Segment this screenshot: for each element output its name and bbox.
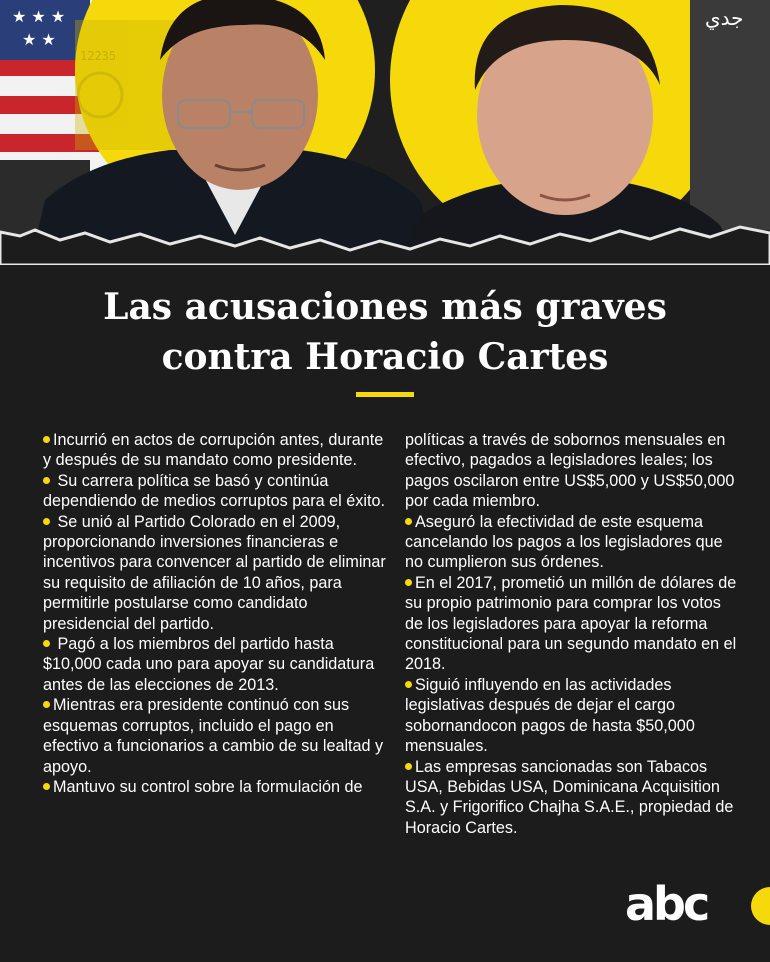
bullet-dot-icon bbox=[43, 701, 50, 708]
bullet-item: Aseguró la efectividad de este esquema cancelando los pagos a los legisladores que no cumplieron sus órdenes. bbox=[405, 512, 723, 572]
bullet-continuation: políticas a través de sobornos mensuales en efectivo, pagados a legisladores leales; los pagos oscilaron entre US$5,000 y US$50,000 por cada miembro. bbox=[405, 431, 735, 511]
logo-dot-icon bbox=[751, 887, 770, 925]
bullet-dot-icon bbox=[405, 681, 412, 688]
bullet-dot-icon bbox=[43, 640, 50, 647]
bullet-item: Mientras era presidente continuó con sus esquemas corruptos, incluido el pago en efectivo a funcionarios a cambio de su lealtad y apoyo. bbox=[43, 696, 384, 776]
bullet-item: Siguió influyendo en las actividades legislativas después de dejar el cargo sobornandocon pagos de hasta $50,000 mensuales. bbox=[405, 675, 695, 756]
headline bbox=[0, 282, 770, 382]
headline-line-2: contra Horacio Cartes bbox=[161, 336, 609, 378]
left-column bbox=[43, 430, 388, 797]
abc-logo bbox=[625, 877, 770, 931]
bullet-dot-icon bbox=[43, 477, 50, 484]
flag-digits: 12235 bbox=[80, 49, 117, 63]
bullet-item: Su carrera política se basó y continúa dependiendo de medios corruptos para el éxito. bbox=[43, 471, 385, 511]
bullet-dot-icon bbox=[405, 763, 412, 770]
title-underline bbox=[356, 392, 414, 397]
bullet-dot-icon bbox=[43, 436, 50, 443]
bullet-dot-icon bbox=[43, 518, 50, 525]
bullet-dot-icon bbox=[43, 783, 50, 790]
headline-line-1: Las acusaciones más graves bbox=[103, 286, 667, 328]
header-photo bbox=[0, 0, 770, 265]
bullet-item: Las empresas sancionadas son Tabacos USA, Bebidas USA, Dominicana Acquisition S.A. y Frigorifico Chajha S.A.E., propiedad de Horacio Cartes. bbox=[405, 757, 734, 837]
bullet-item: En el 2017, prometió un millón de dólares de su propio patrimonio para comprar los votos de los legisladores para apoyar la reforma constitucional para un segundo mandato en el 2018. bbox=[405, 573, 737, 674]
bullet-item: Incurrió en actos de corrupción antes, durante y después de su mandato como presidente. bbox=[43, 431, 384, 470]
crowd-background bbox=[690, 0, 770, 230]
bullet-dot-icon bbox=[405, 518, 412, 525]
abc-logo-text: abc bbox=[625, 877, 708, 931]
bullet-item: Mantuvo su control sobre la formulación de bbox=[43, 777, 388, 797]
bullet-item: Pagó a los miembros del partido hasta $10,000 cada uno para apoyar su candidatura antes de las elecciones de 2013. bbox=[43, 635, 375, 694]
bullet-item: Se unió al Partido Colorado en el 2009, proporcionando inversiones financieras e incentivos para convencer al partido de eliminar su requisito de afiliación de 10 años, para permitirle postularse como candidato presidencial del partido. bbox=[43, 512, 386, 633]
arabic-text: جدي bbox=[705, 6, 744, 30]
svg-text:★ ★ ★: ★ ★ ★ bbox=[12, 7, 66, 26]
right-column bbox=[405, 430, 740, 838]
bullet-dot-icon bbox=[405, 579, 412, 586]
svg-text:★ ★: ★ ★ bbox=[22, 30, 56, 49]
